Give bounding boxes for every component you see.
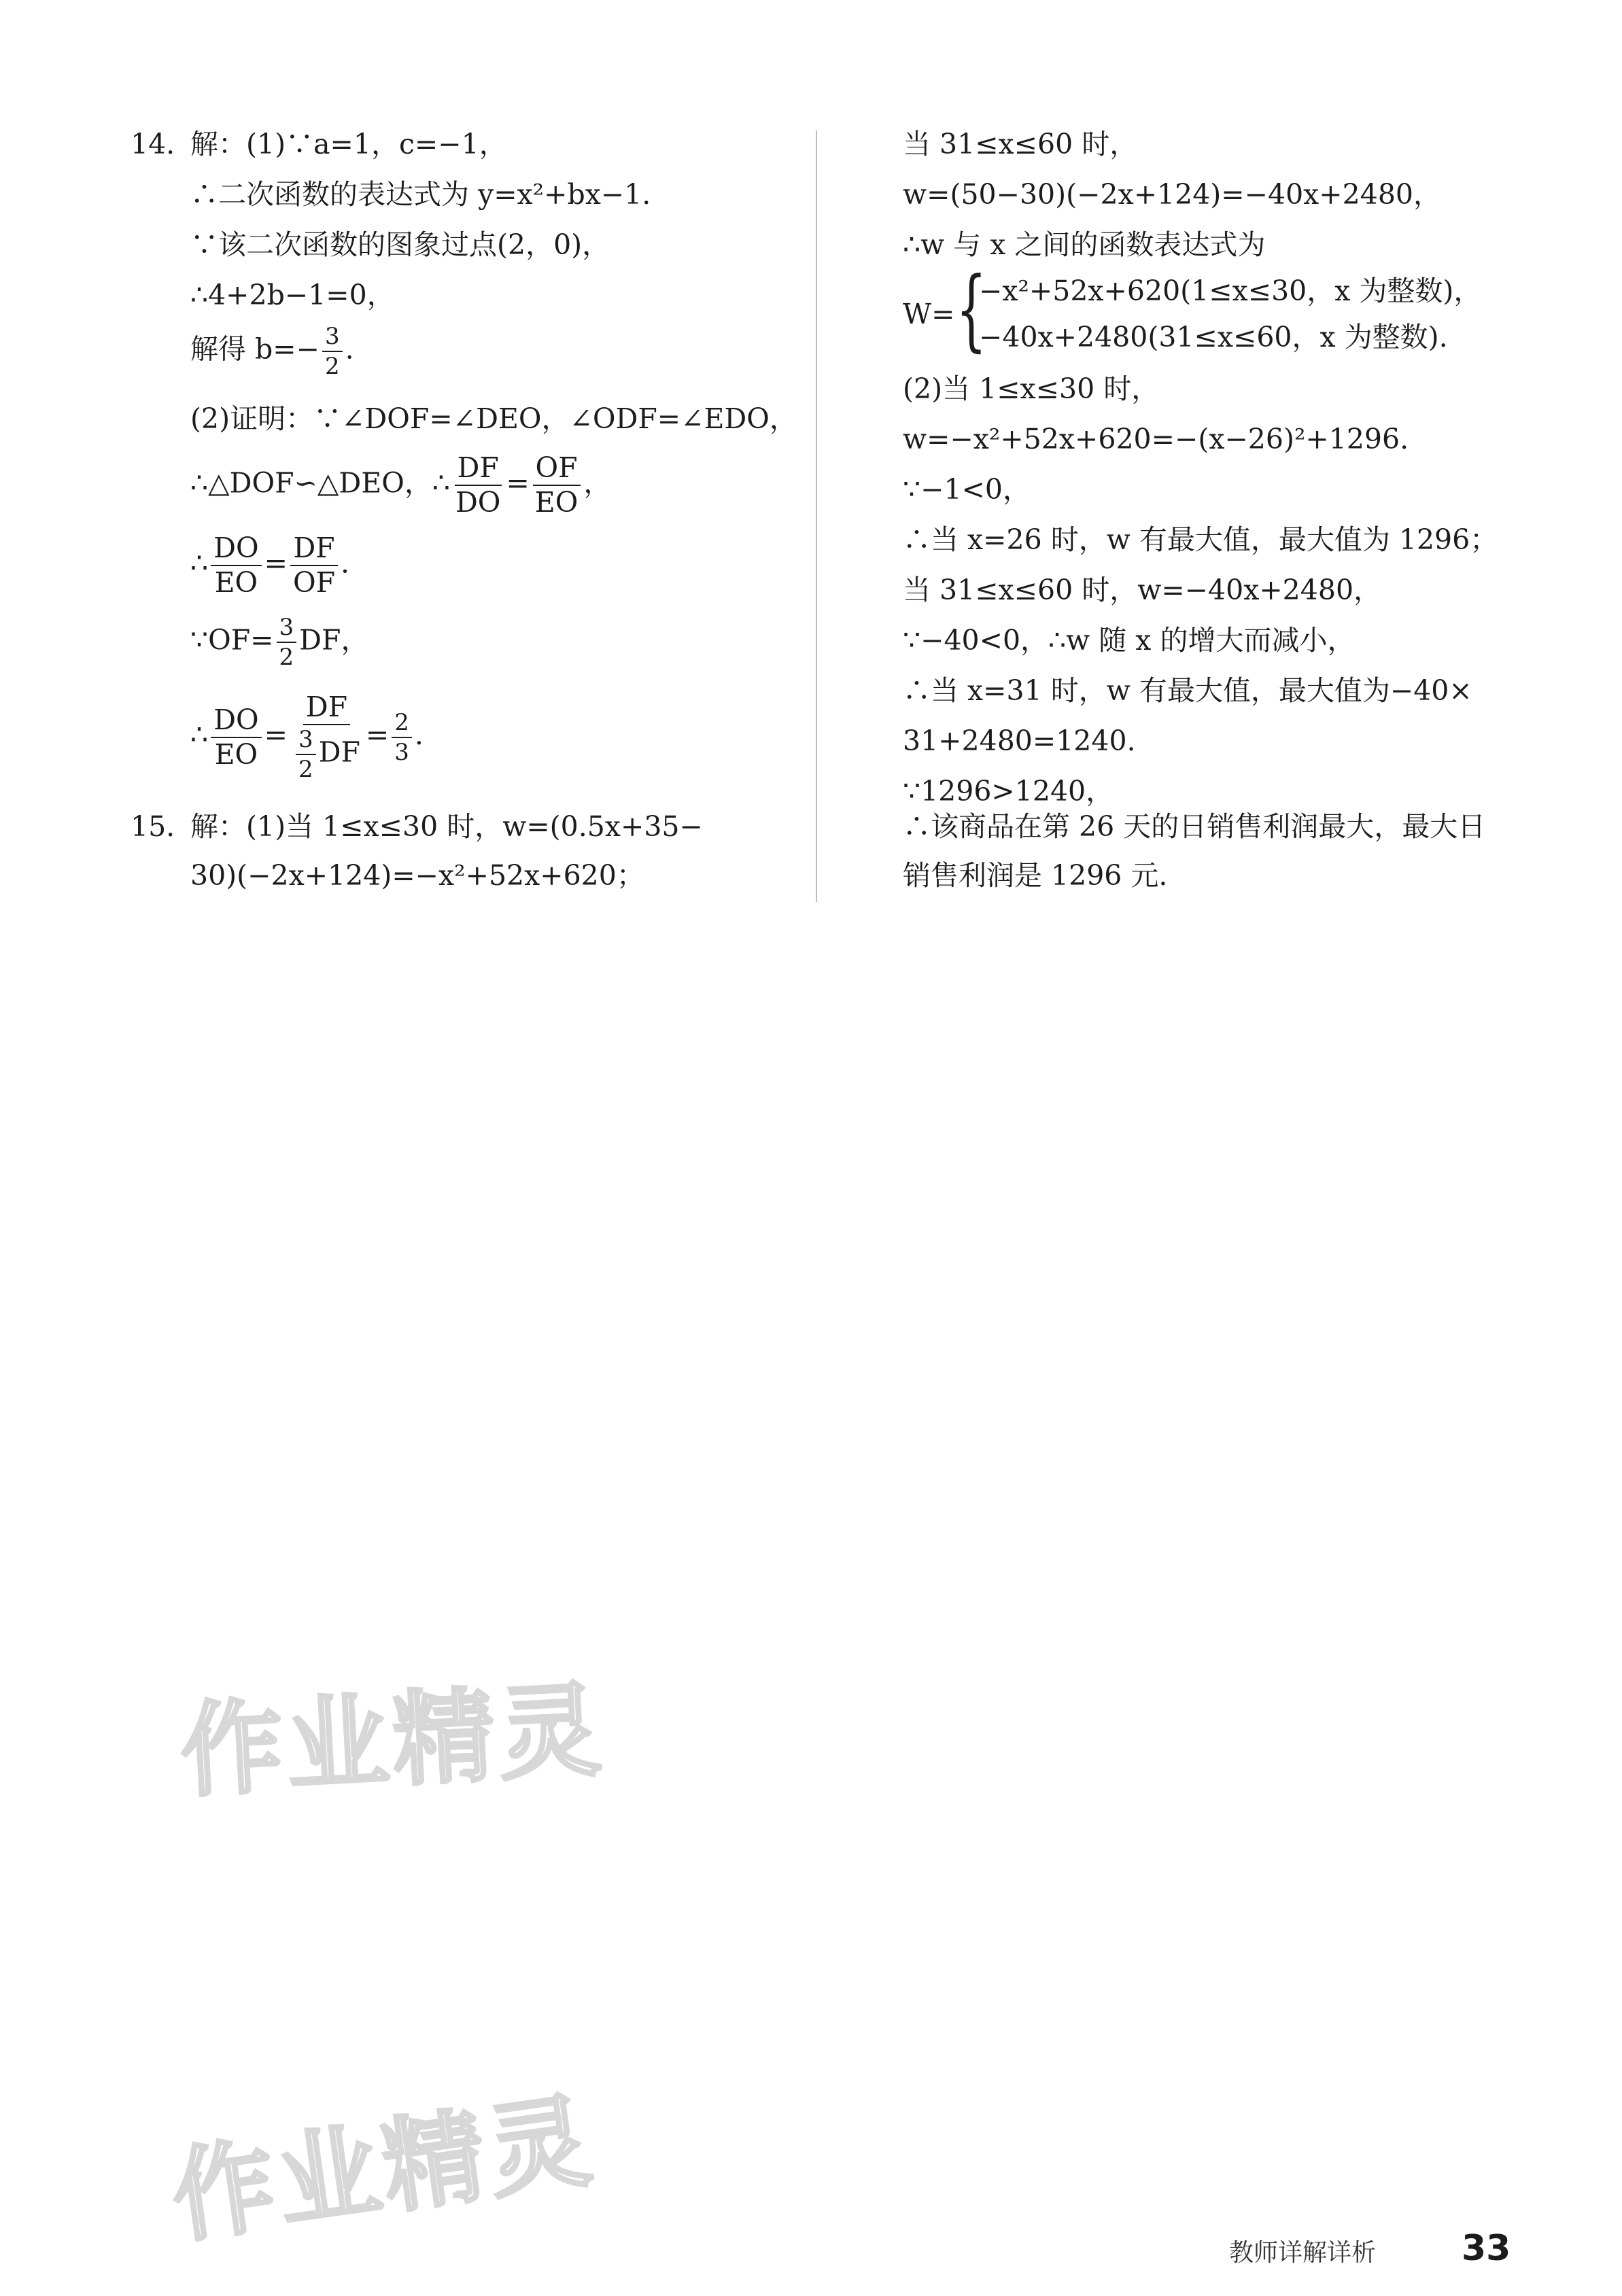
fraction-numerator: DF [290,534,337,566]
r-line-3: ∴w 与 x 之间的函数表达式为 [903,228,1266,261]
fraction [453,451,504,519]
q15-line-2: 30)(−2x+124)=−x²+52x+620； [190,859,644,892]
q14-line-9-text: ∵OF= [190,623,274,657]
fraction-denominator: DO [455,486,501,519]
watermark-logo-bottom: 作业精灵 [165,2081,602,2258]
r-line-10: ∵−40<0，∴w 随 x 的增大而减小， [903,624,1356,657]
r-line-15: 销售利润是 1296 元. [903,859,1168,892]
q14-line-5-text: 解得 b=− [190,332,320,366]
watermark-logo-top: 作业精灵 [177,1671,608,1812]
q14-line-4: ∴4+2b−1=0， [190,279,395,311]
fraction-numerator: DO [211,706,262,738]
equals-sign: = [264,718,288,751]
inner-fraction [296,728,316,781]
fraction-denominator: OF [292,566,336,599]
equals-sign: = [264,546,288,580]
footer-label: 教师详解详析 [1229,2239,1377,2267]
fraction [392,708,412,766]
fraction [532,451,581,519]
r-line-5: (2)当 1≤x≤30 时， [903,372,1160,405]
column-divider [816,131,817,902]
r-line-2: w=(50−30)(−2x+124)=−40x+2480， [903,178,1441,211]
q14-line-1: 解：(1)∵a=1，c=−1， [190,128,507,160]
r-line-9: 当 31≤x≤60 时，w=−40x+2480， [903,574,1382,606]
fraction [211,534,262,597]
fraction-denominator: 2 [325,353,340,380]
q14-line-10 [190,693,424,781]
piecewise-label: W= [903,298,955,330]
therefore-sign: ∴ [190,718,209,751]
punctuation: . [345,332,354,366]
q15-line-1: 解：(1)当 1≤x≤30 时，w=(0.5x+35− [190,810,703,843]
fraction-denominator: EO [214,566,258,599]
q14-line-7-text: ∴△DOF∽△DEO，∴ [190,466,450,500]
fraction [322,325,343,378]
fraction-numerator: OF [533,454,581,486]
equals-sign: = [365,718,390,751]
denominator-term: DF [318,735,360,769]
q14-number: 14. [131,128,175,160]
q14-line-5 [190,325,354,378]
punctuation: ， [583,466,612,500]
r-line-6: w=−x²+52x+620=−(x−26)²+1296. [903,423,1409,455]
q14-line-2: ∴二次函数的表达式为 y=x²+bx−1. [190,178,651,211]
fraction-numerator: DF [455,454,502,486]
r-line-1: 当 31≤x≤60 时， [903,128,1138,160]
r-line-12: 31+2480=1240. [903,725,1136,757]
fraction-numerator: DO [211,534,262,566]
complex-fraction [290,693,363,781]
fraction-numerator: DF [303,693,350,725]
piecewise-case-1: −x²+52x+620(1≤x≤30，x 为整数)， [979,275,1482,307]
q14-line-6: (2)证明：∵∠DOF=∠DEO，∠ODF=∠EDO， [190,402,797,435]
punctuation: . [341,546,350,580]
r-line-11: ∴当 x=31 时，w 有最大值，最大值为−40× [903,674,1472,707]
fraction-denominator [290,725,363,781]
equals-sign: = [506,466,530,500]
q14-line-9-suffix: DF， [299,623,369,657]
fraction-numerator: 3 [296,728,316,755]
r-line-14: ∴该商品在第 26 天的日销售利润最大，最大日 [903,810,1486,843]
fraction [277,616,297,669]
fraction-denominator: EO [534,486,579,519]
punctuation: . [414,718,424,751]
fraction [211,703,262,771]
q14-line-9 [190,616,368,669]
fraction-numerator: 3 [277,616,297,643]
therefore-sign: ∴ [190,546,209,580]
q15-number: 15. [131,810,175,843]
fraction-denominator: 2 [298,756,313,783]
r-line-13: ∵1296>1240， [903,775,1114,807]
fraction-numerator: 2 [392,711,412,738]
fraction-denominator: 2 [279,644,294,671]
fraction-denominator: EO [214,737,258,771]
piecewise-function [903,258,1515,361]
q14-line-3: ∵该二次函数的图象过点(2，0)， [190,228,610,261]
page-number: 33 [1462,2228,1511,2269]
q14-line-7 [190,451,612,519]
r-line-8: ∴当 x=26 时，w 有最大值，最大值为 1296； [903,523,1498,556]
r-line-7: ∵−1<0， [903,473,1031,506]
piecewise-case-2: −40x+2480(31≤x≤60，x 为整数). [979,321,1448,353]
fraction-denominator: 3 [394,738,409,766]
q14-line-8 [190,534,349,597]
fraction [290,534,338,597]
fraction-numerator: 3 [322,325,343,352]
left-brace-icon: { [956,258,987,361]
